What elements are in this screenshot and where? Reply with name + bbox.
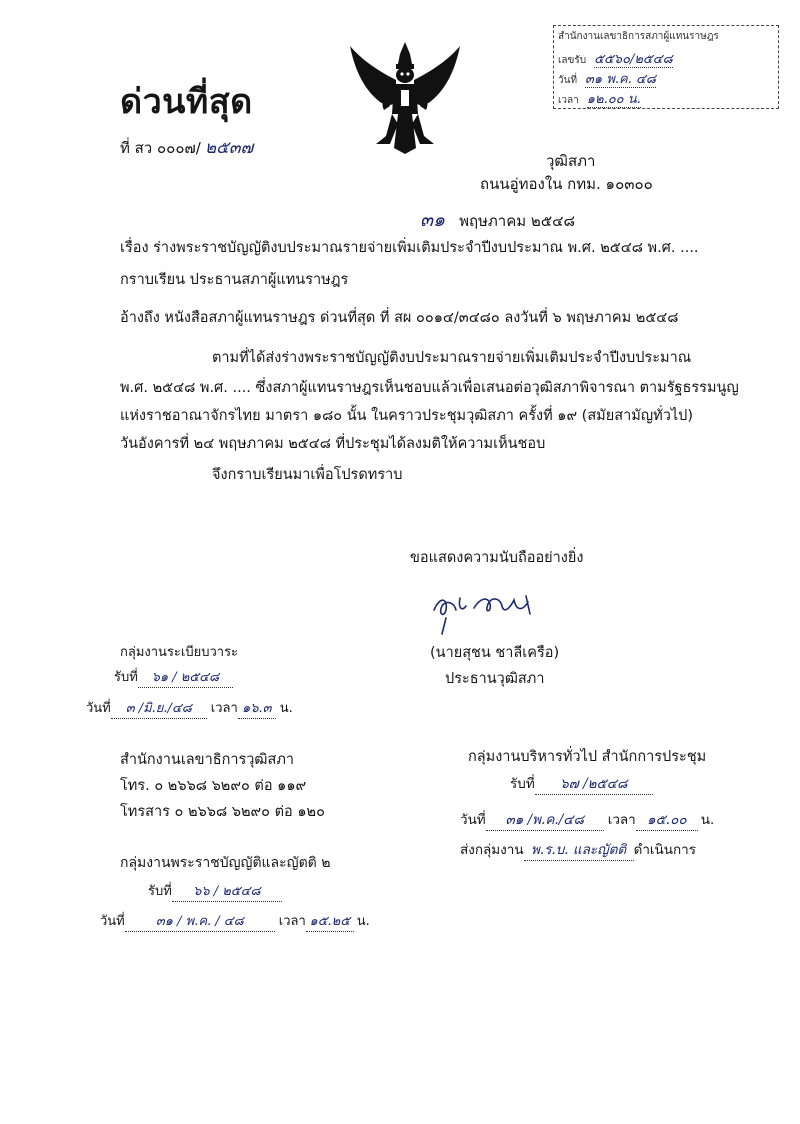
- bill-recv-label: รับที่: [148, 884, 172, 899]
- reference-line: อ้างถึง หนังสือสภาผู้แทนราษฎร ด่วนที่สุด ที่ สผ ๐๐๑๔/๓๔๘๐ ลงวันที่ ๖ พฤษภาคม ๒๕๔๘: [120, 310, 679, 326]
- urgency-heading: ด่วนที่สุด: [120, 82, 253, 122]
- agenda-recv-value: ๖๑ / ๒๕๔๘: [138, 666, 233, 688]
- signer-name: (นายสุชน ชาลีเครือ): [430, 645, 560, 661]
- date-day-handwritten: ๓๑: [420, 209, 446, 231]
- meeting-recv-value: ๖๗ /๒๕๔๘: [535, 772, 653, 795]
- body-line: พ.ศ. ๒๕๔๘ พ.ศ. .... ซึ่งสภาผู้แทนราษฎรเห็นชอบแล้วเพื่อเสนอต่อวุฒิสภาพิจารณา ตามรัฐธรรมนูญ: [120, 380, 739, 396]
- signature-icon: [430, 588, 540, 638]
- signer-title: ประธานวุฒิสภา: [445, 671, 545, 687]
- meeting-time-unit: น.: [700, 812, 715, 828]
- reference-label: ที่ สว ๐๐๐๗/: [120, 139, 201, 157]
- bill-recv-value: ๖๖ / ๒๕๔๘: [172, 880, 282, 902]
- agenda-stamp-title: กลุ่มงานระเบียบวาระ: [120, 645, 239, 660]
- secretariat-office: สำนักงานเลขาธิการวุฒิสภา: [120, 752, 295, 768]
- bill-time-value: ๑๕.๒๕: [306, 910, 354, 932]
- bill-stamp-title: กลุ่มงานพระราชบัญญัติและญัตติ ๒: [120, 855, 331, 871]
- sender-organization: วุฒิสภา: [546, 152, 596, 170]
- stamp-date-label: วันที่: [558, 75, 578, 86]
- meeting-time-value: ๑๕.๐๐: [636, 808, 698, 831]
- meeting-time-label: เวลา: [607, 812, 636, 828]
- letter-date: [420, 205, 575, 235]
- agenda-time-unit: น.: [279, 701, 293, 716]
- body-line: แห่งราชอาณาจักรไทย มาตรา ๑๘๐ นั้น ในคราวประชุมวุฒิสภา ครั้งที่ ๑๙ (สมัยสามัญทั่วไป): [120, 408, 693, 424]
- agenda-date-label: วันที่: [86, 701, 111, 716]
- garuda-emblem-icon: [346, 40, 464, 155]
- date-month-year: พฤษภาคม ๒๕๔๘: [459, 212, 576, 230]
- stamp-time-label: เวลา: [558, 95, 579, 106]
- stamp-office-name: สำนักงานเลขาธิการสภาผู้แทนราษฎร: [558, 31, 719, 42]
- body-line: จึงกราบเรียนมาเพื่อโปรดทราบ: [212, 467, 403, 483]
- stamp-recv-label: เลขรับ: [558, 55, 587, 66]
- bill-date-value: ๓๑ / พ.ค. / ๔๘: [125, 910, 275, 932]
- agenda-time-label: เวลา: [210, 701, 238, 716]
- bill-date-label: วันที่: [100, 914, 125, 929]
- meeting-date-value: ๓๑ /พ.ค./๔๘: [486, 808, 604, 831]
- agenda-recv-label: รับที่: [114, 670, 138, 685]
- meeting-date-label: วันที่: [460, 812, 486, 828]
- reference-number: [120, 134, 253, 161]
- sender-address: ถนนอู่ทองใน กทม. ๑๐๓๐๐: [480, 175, 653, 193]
- receipt-stamp-top: [553, 25, 779, 109]
- reference-number-handwritten: ๒๕๓๗: [204, 138, 254, 158]
- meeting-stamp-title: กลุ่มงานบริหารทั่วไป สำนักการประชุม: [468, 749, 707, 765]
- secretariat-phone: โทร. ๐ ๒๖๖๘ ๖๒๙๐ ต่อ ๑๑๙: [120, 778, 307, 794]
- stamp-time-value: ๑๒.๐๐ น.: [586, 92, 641, 107]
- salutation: กราบเรียน ประธานสภาผู้แทนราษฎร: [120, 272, 349, 288]
- agenda-time-value: ๑๖.๓: [238, 697, 276, 719]
- stamp-date-value: ๓๑ พ.ค. ๔๘: [585, 72, 656, 87]
- meeting-route-value: พ.ร.บ. และญัตติ: [524, 838, 634, 861]
- meeting-route-label: ส่งกลุ่มงาน: [460, 842, 524, 858]
- body-line: วันอังคารที่ ๒๔ พฤษภาคม ๒๕๔๘ ที่ประชุมได้ลงมติให้ความเห็นชอบ: [120, 436, 546, 452]
- secretariat-fax: โทรสาร ๐ ๒๖๖๘ ๖๒๙๐ ต่อ ๑๒๐: [120, 804, 325, 820]
- meeting-recv-label: รับที่: [510, 776, 535, 792]
- closing: ขอแสดงความนับถืออย่างยิ่ง: [410, 550, 584, 566]
- subject-line: เรื่อง ร่างพระราชบัญญัติงบประมาณรายจ่ายเพิ่มเติมประจำปีงบประมาณ พ.ศ. ๒๕๔๘ พ.ศ. ....: [120, 240, 699, 256]
- agenda-date-value: ๓ /มิ.ย./๔๘: [111, 697, 207, 719]
- meeting-route-suffix: ดำเนินการ: [633, 842, 697, 858]
- body-line: ตามที่ได้ส่งร่างพระราชบัญญัติงบประมาณรายจ่ายเพิ่มเติมประจำปีงบประมาณ: [212, 350, 692, 366]
- bill-time-label: เวลา: [278, 914, 306, 929]
- bill-time-unit: น.: [356, 914, 370, 929]
- stamp-recv-value: ๕๕๖๐/๒๕๔๘: [594, 52, 673, 67]
